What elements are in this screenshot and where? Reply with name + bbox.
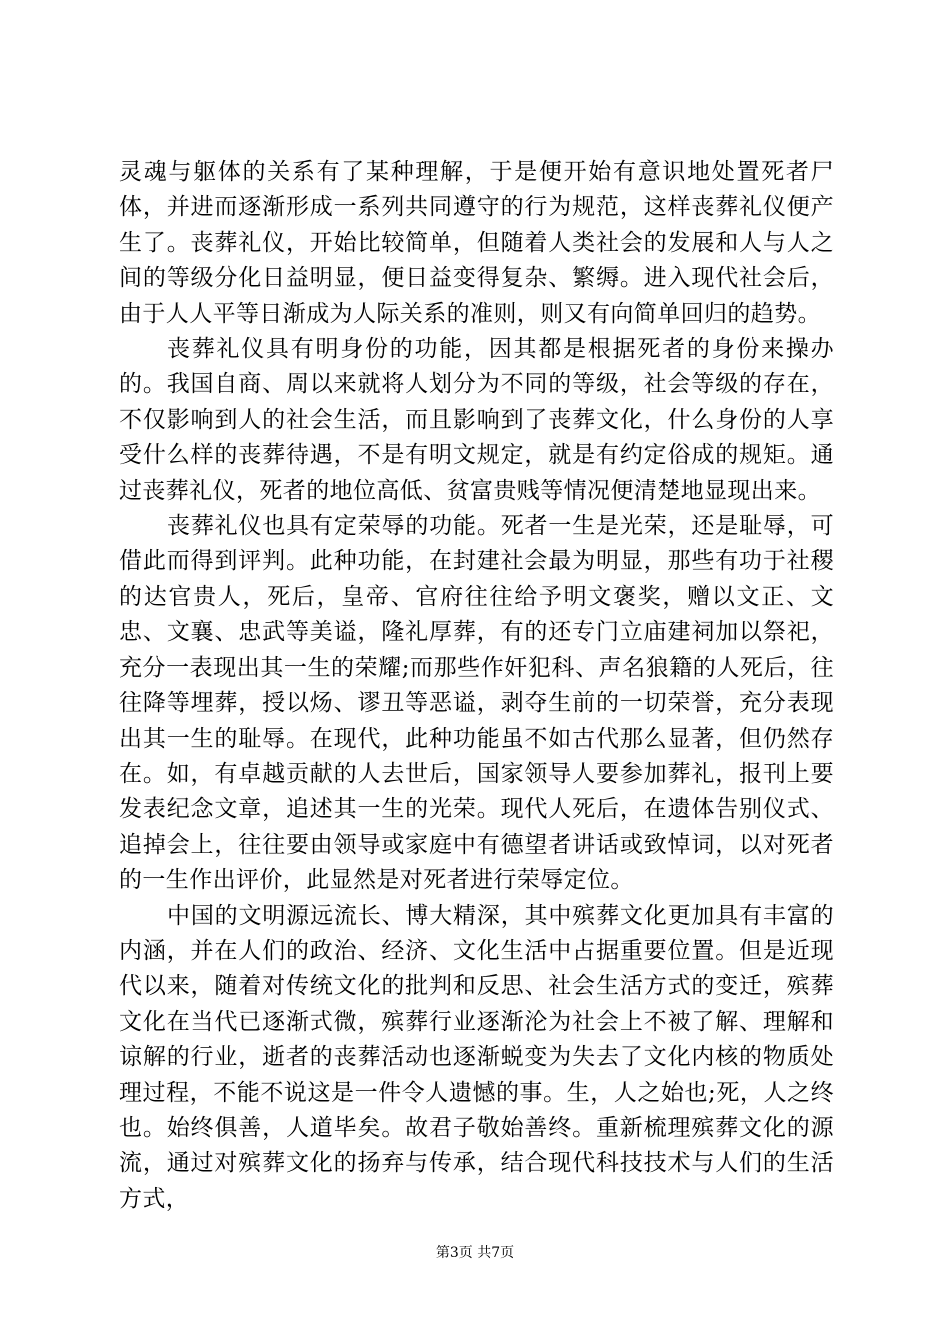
paragraph-1: 灵魂与躯体的关系有了某种理解，于是便开始有意识地处置死者尸体，并进而逐渐形成一系列共同遵守的行为规范，这样丧葬礼仪便产生了。丧葬礼仪，开始比较简单，但随着人类社会的发展和人与人之间的等级分化日益明显，便日益变得复杂、繁缛。进入现代社会后，由于人人平等日渐成为人际关系的准则，则又有向简单回归的趋势。: [119, 159, 834, 327]
paragraph-4: 中国的文明源远流长、博大精深，其中殡葬文化更加具有丰富的内涵，并在人们的政治、经济、文化生活中占据重要位置。但是近现代以来，随着对传统文化的批判和反思、社会生活方式的变迁，殡葬文化在当代已逐渐式微，殡葬行业逐渐沦为社会上不被了解、理解和谅解的行业，逝者的丧葬活动也逐渐蜕变为失去了文化内核的物质处理过程，不能不说这是一件令人遗憾的事。生，人之始也;死，人之终也。始终俱善，人道毕矣。故君子敬始善终。重新梳理殡葬文化的源流，通过对殡葬文化的扬弃与传承，结合现代科技技术与人们的生活方式，: [119, 902, 834, 1212]
paragraph-2: 丧葬礼仪具有明身份的功能，因其都是根据死者的身份来操办的。我国自商、周以来就将人划分为不同的等级，社会等级的存在，不仅影响到人的社会生活，而且影响到了丧葬文化，什么身份的人享受什么样的丧葬待遇，不是有明文规定，就是有约定俗成的规矩。通过丧葬礼仪，死者的地位高低、贫富贵贱等情况便清楚地显现出来。: [119, 336, 834, 504]
body-text: [119, 155, 834, 1217]
page-number-footer: 第3页 共7页: [435, 1245, 515, 1261]
paragraph-3: 丧葬礼仪也具有定荣辱的功能。死者一生是光荣，还是耻辱，可借此而得到评判。此种功能，在封建社会最为明显，那些有功于社稷的达官贵人，死后，皇帝、官府往往给予明文褒奖，赠以文正、文忠、文襄、忠武等美谥，隆礼厚葬，有的还专门立庙建祠加以祭祀，充分一表现出其一生的荣耀;而那些作奸犯科、声名狼籍的人死后，往往降等埋葬，授以炀、谬丑等恶谥，剥夺生前的一切荣誉，充分表现出其一生的耻辱。在现代，此种功能虽不如古代那么显著，但仍然存在。如，有卓越贡献的人去世后，国家领导人要参加葬礼，报刊上要发表纪念文章，追述其一生的光荣。现代人死后，在遗体告别仪式、追掉会上，往往要由领导或家庭中有德望者讲话或致悼词，以对死者的一生作出评价，此显然是对死者进行荣辱定位。: [119, 513, 834, 894]
